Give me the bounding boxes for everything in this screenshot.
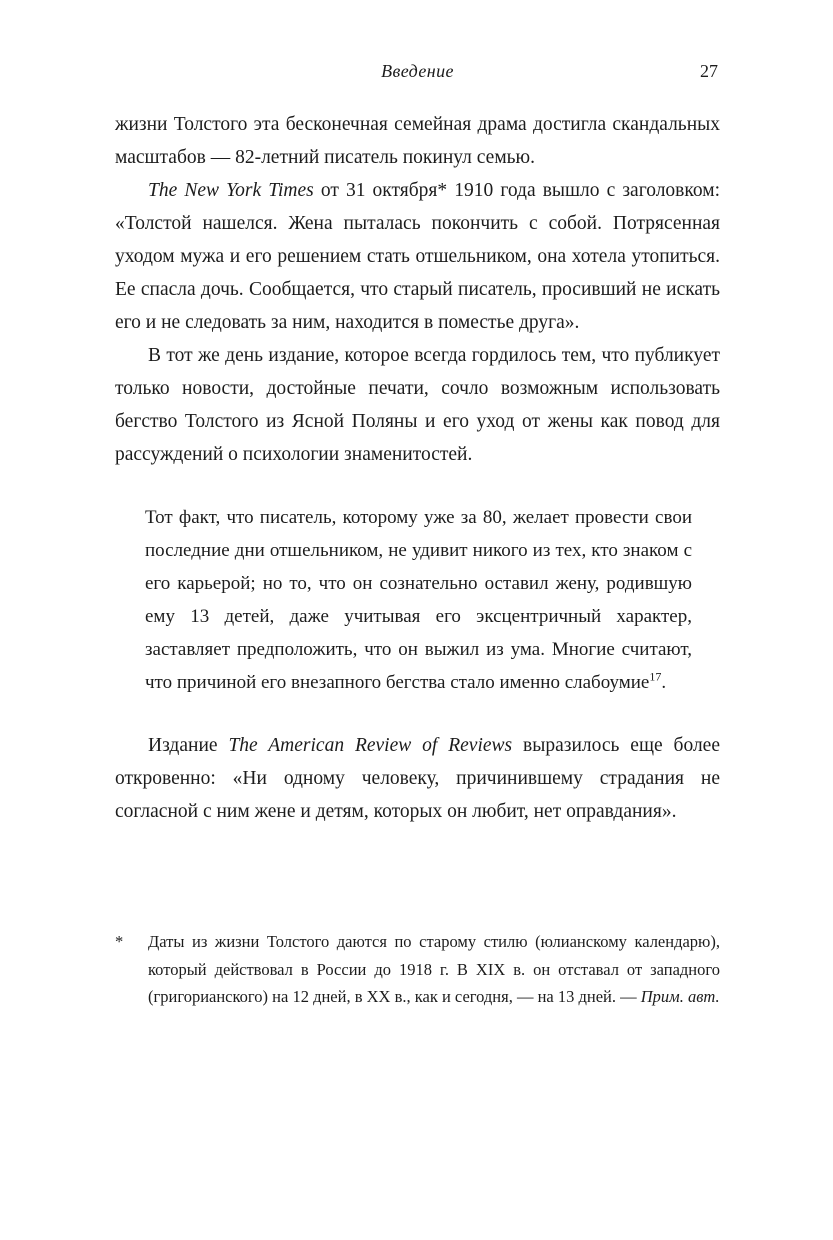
paragraph-review (115, 729, 720, 828)
footnote-author-note: Прим. авт. (640, 987, 720, 1006)
publication-title-review: The American Review of Reviews (228, 735, 513, 756)
paragraph-text: выразилось еще более откровенно: «Ни одному человеку, причинившему страдания не согласной с ним жене и детям, которых он любит, нет оправдания». (115, 735, 720, 822)
footnote-text: Даты из жизни Толстого даются по старому стилю (юлианскому календарю), который действовал в России до 1918 г. В XIX в. он отставал от западного (григорианского) на 12 дней, в XX в., как и сегодня, — на 13 дней. — (148, 932, 720, 1006)
running-title: Введение (381, 61, 454, 81)
footnote-marker: * (115, 932, 124, 951)
block-quote (145, 501, 692, 699)
paragraph-text: Издание (148, 735, 229, 756)
publication-title-nyt: The New York Times (148, 180, 314, 201)
paragraph-continuation (115, 108, 720, 174)
page-number: 27 (700, 61, 718, 81)
paragraph-editorial (115, 339, 720, 471)
page-header (115, 60, 720, 82)
footnote-reference-17: 17 (649, 669, 662, 684)
footnote (115, 928, 720, 1011)
paragraph-nyt-headline (115, 174, 720, 339)
paragraph-text: от 31 октября* 1910 года вышло с заголовком: «Толстой нашелся. Жена пыталась покончить с собой. Потрясенная уходом мужа и его решением стать отшельником, она хотела утопиться. Ее спасла дочь. Сообщается, что старый писатель, просивший не искать его и не следовать за ним, находится в поместье друга». (115, 180, 721, 333)
page-body (115, 108, 720, 828)
paragraph-text: В тот же день издание, которое всегда гордилось тем, что публикует только новости, достойные печати, сочло возможным использовать бегство Толстого из Ясной Поляны и его уход от жены как повод для рассуждений о психологии знаменитостей. (115, 345, 720, 465)
quote-text: Тот факт, что писатель, которому уже за 80, желает провести свои последние дни отшельником, не удивит никого из тех, кто знаком с его карьерой; но то, что он сознательно оставил жену, родившую ему 13 детей, даже учитывая его эксцентричный характер, заставляет предположить, что он выжил из ума. Многие считают, что причиной его внезапного бегства стало именно слабоумие (145, 507, 692, 693)
quote-text-after-ref: . (661, 672, 667, 693)
paragraph-text: жизни Толстого эта бесконечная семейная драма достигла скандальных масштабов — 82-летний писатель покинул семью. (115, 114, 720, 168)
